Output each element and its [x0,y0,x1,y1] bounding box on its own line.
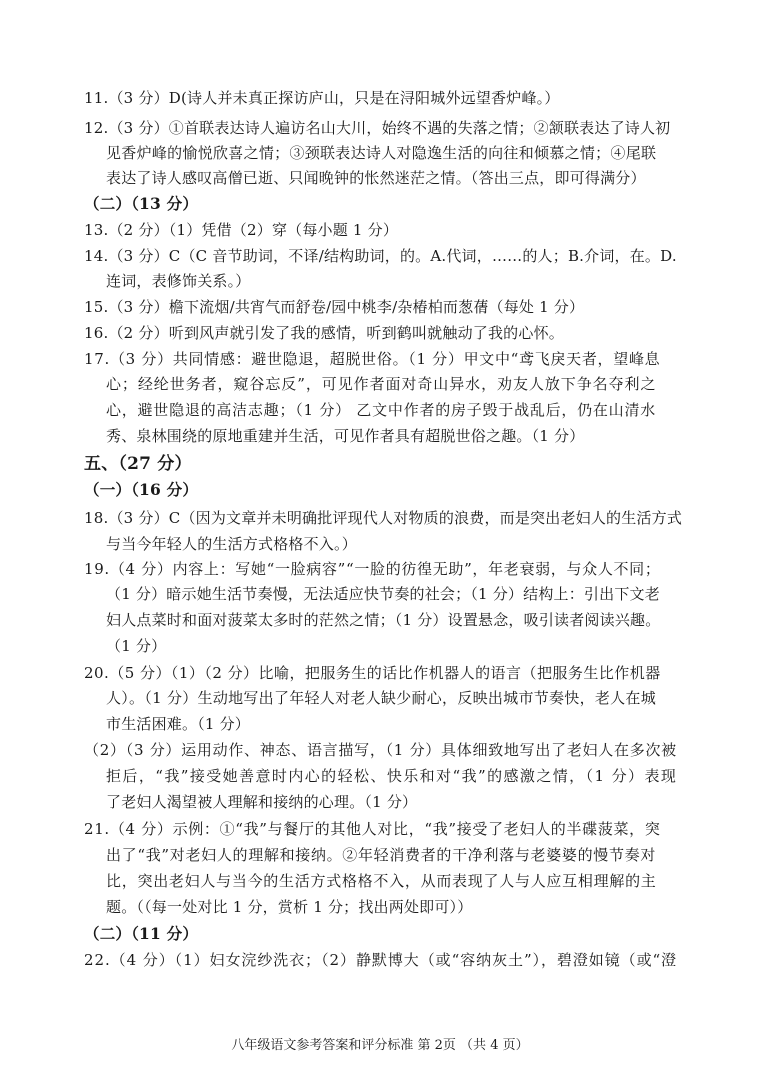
answer-line: 15.（3 分）檐下流烟/共宵气而舒卷/园中桃李/杂椿柏而葱蒨（每处 1 分） [84,298,585,316]
section-heading: （二）（13 分） [84,194,199,213]
answer-line: 12.（3 分）①首联表达诗人遍访名山大川，始终不遇的失落之情；②颔联表达了诗人初 [84,119,671,137]
answer-line: 22.（4 分）（1）妇女浣纱洗衣；（2）静默博大（或“容纳灰土”），碧澄如镜（或“澄 [84,951,678,969]
section-heading: （二）（11 分） [84,924,199,943]
answer-line: 见香炉峰的愉悦欣喜之情；③颈联表达诗人对隐逸生活的向往和倾慕之情；④尾联 [106,144,657,162]
answer-line: 18.（3 分）C（因为文章并未明确批评现代人对物质的浪费，而是突出老妇人的生活方式 [84,509,683,527]
answer-line: 21.（4 分）示例：①“我”与餐厅的其他人对比，“我”接受了老妇人的半碟菠菜，突 [84,820,661,838]
answer-line: （1 分）暗示她生活节奏慢，无法适应快节奏的社会；（1 分）结构上：引出下文老 [106,585,660,603]
answer-line: 与当今年轻人的生活方式格格不入。） [106,535,357,553]
answer-line: （1 分） [106,637,167,655]
answer-line: 17.（3 分）共同情感：避世隐退，超脱世俗。（1 分）甲文中“鸢飞戾天者，望峰息 [84,350,661,368]
answer-line: 出了“我”对老妇人的理解和接纳。②年轻消费者的干净利落与老婆婆的慢节奏对 [106,846,657,864]
answer-line: 心；经纶世务者，窥谷忘反”，可见作者面对奇山异水，劝友人放下争名夺利之 [106,375,657,393]
answer-line: 题。（（每一处对比 1 分，赏析 1 分；找出两处即可）） [106,898,473,916]
answer-line: 表达了诗人感叹高僧已逝、只闻晚钟的怅然迷茫之情。（答出三点，即可得满分） [106,169,646,187]
section-heading: 五、（27 分） [84,454,192,474]
answer-line: 拒后，“我”接受她善意时内心的轻松、快乐和对“我”的感激之情，（1 分）表现 [106,767,678,785]
answer-line: 市生活困难。（1 分） [106,715,251,733]
answer-line: 14.（3 分）C（C 音节助词，不译/结构助词，的。A.代词，……的人；B.介词，在。D. [84,247,677,265]
answer-line: 19.（4 分）内容上：写她“一脸病容”“一脸的彷徨无助”，年老衰弱，与众人不同； [84,560,661,578]
answer-line: 16.（2 分）听到风声就引发了我的感情，听到鹤叫就触动了我的心怀。 [84,324,564,342]
answer-line: 秀、泉林围绕的原地重建并生活，可见作者具有超脱世俗之趣。（1 分） [106,427,585,445]
answer-line: 比，突出老妇人与当今的生活方式格格不入，从而表现了人与人应互相理解的主 [106,872,657,890]
answer-line: 人）。（1 分）生动地写出了年轻人对老人缺少耐心，反映出城市节奏快，老人在城 [106,689,656,707]
answer-line: 妇人点菜时和面对菠菜太多时的茫然之情；（1 分）设置悬念，吸引读者阅读兴趣。 [106,611,661,629]
answer-line: 了老妇人渴望被人理解和接纳的心理。（1 分） [106,793,418,811]
answer-line: 20.（5 分）（1）（2 分）比喻，把服务生的话比作机器人的语言（把服务生比作机器 [84,664,661,682]
answer-line: 连词，表修饰关系。） [106,272,251,290]
answer-line: 心，避世隐退的高洁志趣；（1 分） 乙文中作者的房子毁于战乱后，仍在山清水 [106,401,656,419]
page-footer: 八年级语文参考答案和评分标准 第 2页 （共 4 页） [231,1038,529,1053]
section-heading: （一）（16 分） [84,480,199,499]
answer-line: （2）（3 分）运用动作、神态、语言描写，（1 分）具体细致地写出了老妇人在多次被 [84,741,677,759]
answer-line: 13.（2 分）（1）凭借（2）穿（每小题 1 分） [84,221,399,239]
answer-line: 11.（3 分）D(诗人并未真正探访庐山，只是在浔阳城外远望香炉峰。） [84,89,560,107]
